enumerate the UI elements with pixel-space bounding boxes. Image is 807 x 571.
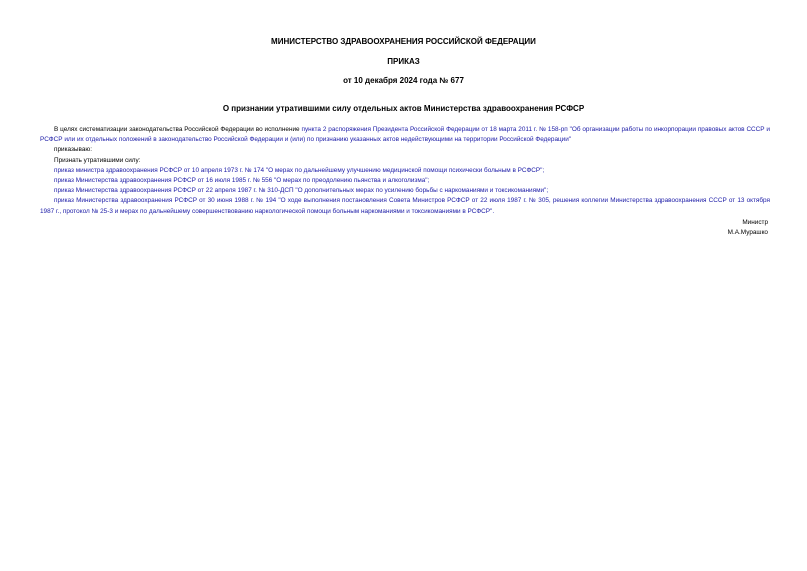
intro-paragraph [40, 125, 770, 145]
list-item [40, 166, 770, 176]
list-item [40, 186, 770, 196]
presidential-order-link[interactable]: пункта 2 распоряжения Президента Российской Федерации от 18 марта 2011 г. № 158-рп "Об организации работы по инкорпорации правовых актов СССР и РСФСР или их отдельных положений в законодательство Российской Федерации и (или) по признанию указанных актов недействующими на территории Российской Федерации" [40, 126, 770, 144]
recognize-invalid-text: Признать утратившими силу: [54, 156, 141, 164]
ministry-title: МИНИСТЕРСТВО ЗДРАВООХРАНЕНИЯ РОССИЙСКОЙ ФЕДЕРАЦИИ [271, 37, 536, 46]
order-word: приказываю: [54, 146, 92, 154]
document-type: ПРИКАЗ [387, 57, 420, 66]
act-link-1987[interactable]: приказ Министерства здравоохранения РСФСР от 22 апреля 1987 г. № 310-ДСП "О дополнительных мерах по усилению борьбы с наркоманиями и токсикоманиями"; [54, 187, 549, 195]
signatory-name: М.А.Мурашко [727, 229, 768, 236]
act-link-1985[interactable]: приказ Министерства здравоохранения РСФСР от 16 июля 1985 г. № 556 "О мерах по преодолению пьянства и алкоголизма"; [54, 177, 430, 185]
list-item [40, 196, 770, 216]
signatory-title: Министр [742, 219, 768, 226]
signature-block [728, 218, 768, 238]
document-body [40, 125, 770, 217]
act-link-1988[interactable]: приказ Министерства здравоохранения РСФСР от 30 июня 1988 г. № 194 "О ходе выполнения постановления Совета Министров РСФСР от 22 июля 1987 г. № 305, решения коллегии Министерства здравоохранения СССР от 13 октября 1987 г., протокол № 25-3 и мерах по дальнейшему совершенствованию наркологической помощи больным наркоманиями и токсикоманиями в РСФСР". [40, 197, 770, 215]
document-date-number: от 10 декабря 2024 года № 677 [343, 76, 464, 85]
act-link-1973[interactable]: приказ министра здравоохранения РСФСР от 10 апреля 1973 г. № 174 "О мерах по дальнейшему улучшению медицинской помощи психически больным в РСФСР"; [54, 166, 545, 174]
document-subject: О признании утратившими силу отдельных актов Министерства здравоохранения РСФСР [222, 104, 585, 113]
list-item [40, 176, 770, 186]
intro-text: В целях систематизации законодательства Российской Федерации во исполнение [54, 126, 302, 133]
